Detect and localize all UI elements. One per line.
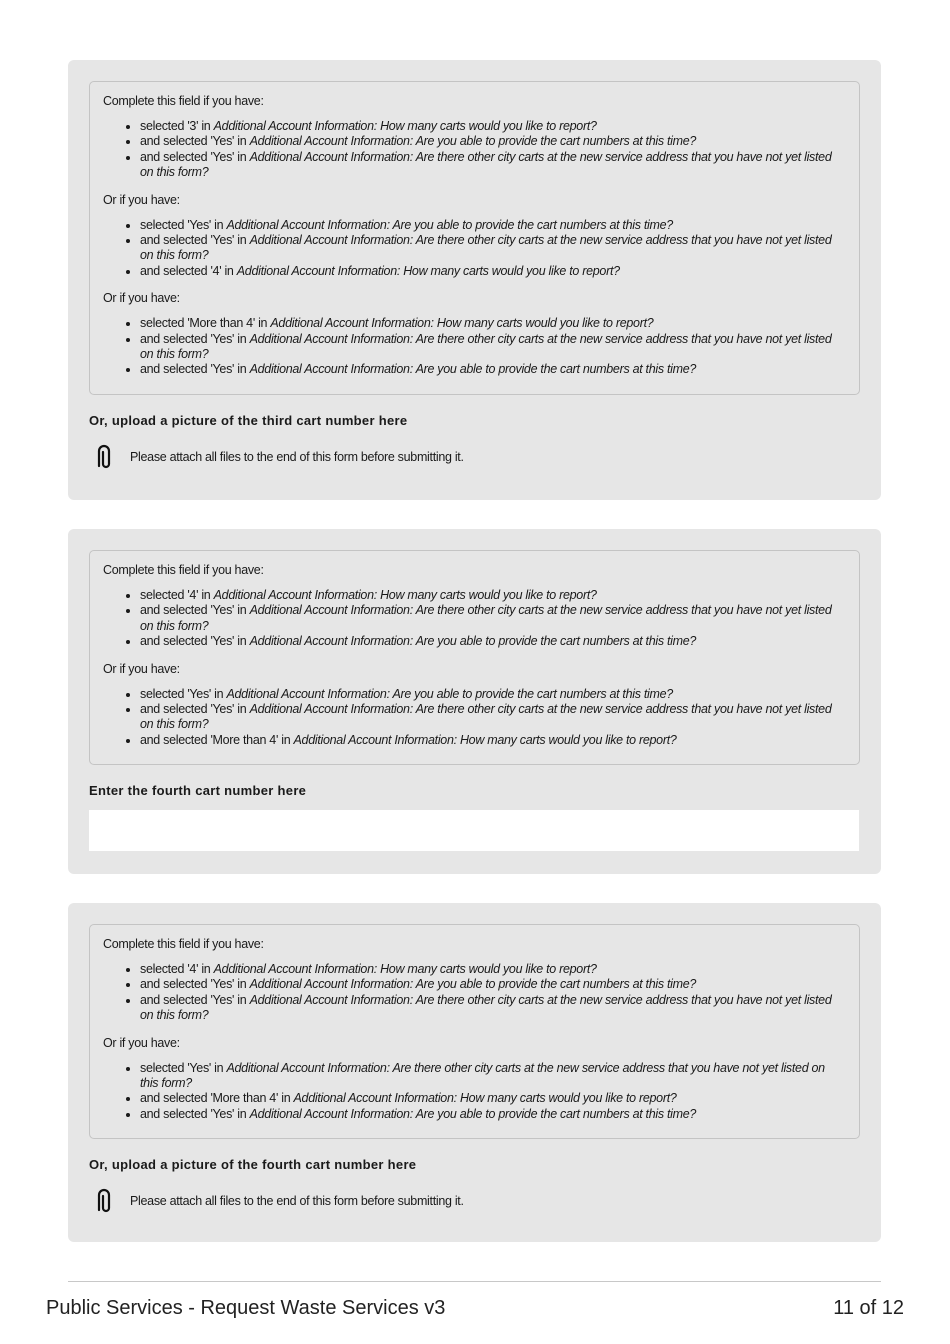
condition-intro: Or if you have: xyxy=(103,1035,180,1050)
third-cart-upload-section xyxy=(68,60,881,500)
condition-group xyxy=(103,937,846,1024)
condition-item: • selected 'More than 4' in Additional Account Information: How many carts would you like to report? xyxy=(140,316,846,331)
condition-group xyxy=(103,291,846,378)
condition-item: • selected '4' in Additional Account Information: How many carts would you like to report? xyxy=(140,588,846,603)
condition-list xyxy=(103,687,846,749)
attachment-note: Please attach all files to the end of this form before submitting it. xyxy=(130,1194,464,1209)
footer-form-title: Public Services - Request Waste Services v3 xyxy=(46,1297,446,1319)
condition-item: • selected 'Yes' in Additional Account Information: Are you able to provide the cart numbers at this time? xyxy=(140,218,846,233)
condition-group xyxy=(103,193,846,280)
field-label: Enter the fourth cart number here xyxy=(89,783,307,799)
condition-intro: Complete this field if you have: xyxy=(103,94,264,108)
condition-group xyxy=(103,94,846,181)
condition-item: • and selected 'Yes' in Additional Account Information: Are there other city carts at the new service address that you have not yet listed on this form? xyxy=(140,332,846,363)
condition-group xyxy=(103,1036,846,1123)
condition-group xyxy=(103,662,846,749)
condition-item: • selected '3' in Additional Account Information: How many carts would you like to report? xyxy=(140,119,846,134)
fourth-cart-number-input[interactable] xyxy=(89,810,859,851)
condition-item: • and selected 'Yes' in Additional Account Information: Are you able to provide the cart numbers at this time? xyxy=(140,134,846,149)
condition-item: • selected 'Yes' in Additional Account Information: Are there other city carts at the new service address that you have not yet listed on this form? xyxy=(140,1061,846,1092)
condition-item: • and selected 'Yes' in Additional Account Information: Are there other city carts at the new service address that you have not yet listed on this form? xyxy=(140,603,846,634)
condition-list xyxy=(103,218,846,280)
condition-list xyxy=(103,119,846,181)
footer-page-number: 11 of 12 xyxy=(833,1297,904,1319)
conditions-box xyxy=(89,924,860,1139)
condition-item: • and selected 'Yes' in Additional Account Information: Are you able to provide the cart numbers at this time? xyxy=(140,362,846,377)
condition-item: • and selected 'Yes' in Additional Account Information: Are you able to provide the cart numbers at this time? xyxy=(140,634,846,649)
attachment-note: Please attach all files to the end of this form before submitting it. xyxy=(130,449,464,464)
condition-list xyxy=(103,316,846,378)
fourth-cart-upload-section xyxy=(68,903,881,1242)
condition-item: • and selected 'Yes' in Additional Account Information: Are there other city carts at the new service address that you have not yet listed on this form? xyxy=(140,702,846,733)
condition-item: • and selected 'Yes' in Additional Account Information: Are you able to provide the cart numbers at this time? xyxy=(140,1107,846,1122)
condition-item: • and selected 'Yes' in Additional Account Information: Are there other city carts at the new service address that you have not yet listed on this form? xyxy=(140,993,846,1024)
condition-item: • selected '4' in Additional Account Information: How many carts would you like to report? xyxy=(140,962,846,977)
condition-list xyxy=(103,1061,846,1123)
condition-item: • and selected 'Yes' in Additional Account Information: Are you able to provide the cart numbers at this time? xyxy=(140,977,846,992)
attachment-row[interactable] xyxy=(89,1186,860,1216)
condition-item: • and selected 'More than 4' in Additional Account Information: How many carts would you like to report? xyxy=(140,1091,846,1106)
condition-list xyxy=(103,588,846,650)
condition-group xyxy=(103,563,846,650)
fourth-cart-number-section xyxy=(68,529,881,874)
field-label: Or, upload a picture of the third cart number here xyxy=(89,412,408,428)
condition-item: • and selected 'More than 4' in Additional Account Information: How many carts would you like to report? xyxy=(140,733,846,748)
condition-intro: Complete this field if you have: xyxy=(103,937,264,951)
condition-item: • selected 'Yes' in Additional Account Information: Are you able to provide the cart numbers at this time? xyxy=(140,687,846,702)
footer-divider xyxy=(68,1281,881,1282)
paperclip-icon xyxy=(89,442,119,472)
condition-intro: Complete this field if you have: xyxy=(103,563,264,577)
paperclip-icon xyxy=(89,1186,119,1216)
condition-item: • and selected 'Yes' in Additional Account Information: Are there other city carts at the new service address that you have not yet listed on this form? xyxy=(140,150,846,181)
condition-intro: Or if you have: xyxy=(103,192,180,207)
condition-item: • and selected '4' in Additional Account Information: How many carts would you like to report? xyxy=(140,264,846,279)
conditions-box xyxy=(89,81,860,395)
condition-item: • and selected 'Yes' in Additional Account Information: Are there other city carts at the new service address that you have not yet listed on this form? xyxy=(140,233,846,264)
attachment-row[interactable] xyxy=(89,442,860,472)
field-label: Or, upload a picture of the fourth cart number here xyxy=(89,1157,417,1173)
condition-intro: Or if you have: xyxy=(103,291,180,306)
condition-list xyxy=(103,962,846,1024)
conditions-box xyxy=(89,550,860,765)
condition-intro: Or if you have: xyxy=(103,661,180,676)
